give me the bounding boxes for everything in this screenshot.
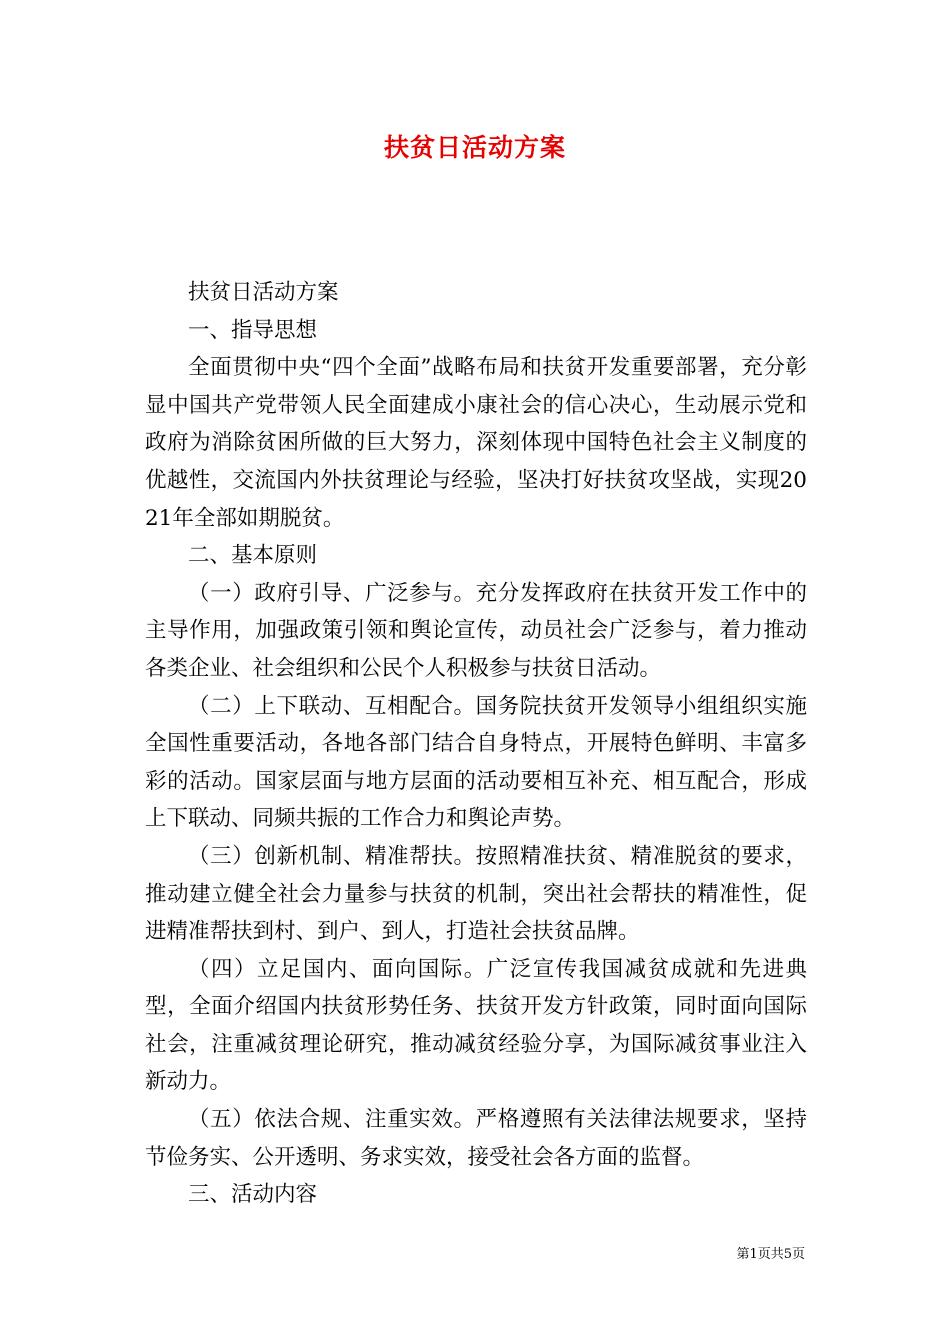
body-paragraph: 扶贫日活动方案 xyxy=(188,280,339,305)
document-title: 扶贫日活动方案 xyxy=(383,133,566,162)
body-paragraph: （五）依法合规、注重实效。严格遵照有关法律法规要求，坚持节俭务实、公开透明、务求实效，接受社会各方面的监督。 xyxy=(145,1107,807,1170)
body-paragraph: 全面贯彻中央“四个全面”战略布局和扶贫开发重要部署，充分彰显中国共产党带领人民全面建成小康社会的信心决心，生动展示党和政府为消除贫困所做的巨大努力，深刻体现中国特色社会主义制度的优越性，交流国内外扶贫理论与经验，坚决打好扶贫攻坚战，实现2021年全部如期脱贫。 xyxy=(145,355,807,531)
section-heading: 三、活动内容 xyxy=(188,1182,318,1208)
body-paragraph: （四）立足国内、面向国际。广泛宣传我国减贫成就和先进典型，全面介绍国内扶贫形势任务、扶贫开发方针政策，同时面向国际社会，注重减贫理论研究，推动减贫经验分享，为国际减贫事业注入新动力。 xyxy=(145,956,807,1095)
body-paragraph: （一）政府引导、广泛参与。充分发挥政府在扶贫开发工作中的主导作用，加强政策引领和舆论宣传，动员社会广泛参与，着力推动各类企业、社会组织和公民个人积极参与扶贫日活动。 xyxy=(145,580,807,681)
section-heading: 一、指导思想 xyxy=(188,317,318,343)
section-heading: 二、基本原则 xyxy=(188,543,318,569)
page-number: 第1页共5页 xyxy=(736,1247,805,1262)
body-paragraph: （二）上下联动、互相配合。国务院扶贫开发领导小组组织实施全国性重要活动，各地各部门结合自身特点，开展特色鲜明、丰富多彩的活动。国家层面与地方层面的活动要相互补充、相互配合，形成上下联动、同频共振的工作合力和舆论声势。 xyxy=(145,693,807,832)
document-body xyxy=(145,274,807,1214)
body-paragraph: （三）创新机制、精准帮扶。按照精准扶贫、精准脱贫的要求，推动建立健全社会力量参与扶贫的机制，突出社会帮扶的精准性，促进精准帮扶到村、到户、到人，打造社会扶贫品牌。 xyxy=(145,843,807,945)
